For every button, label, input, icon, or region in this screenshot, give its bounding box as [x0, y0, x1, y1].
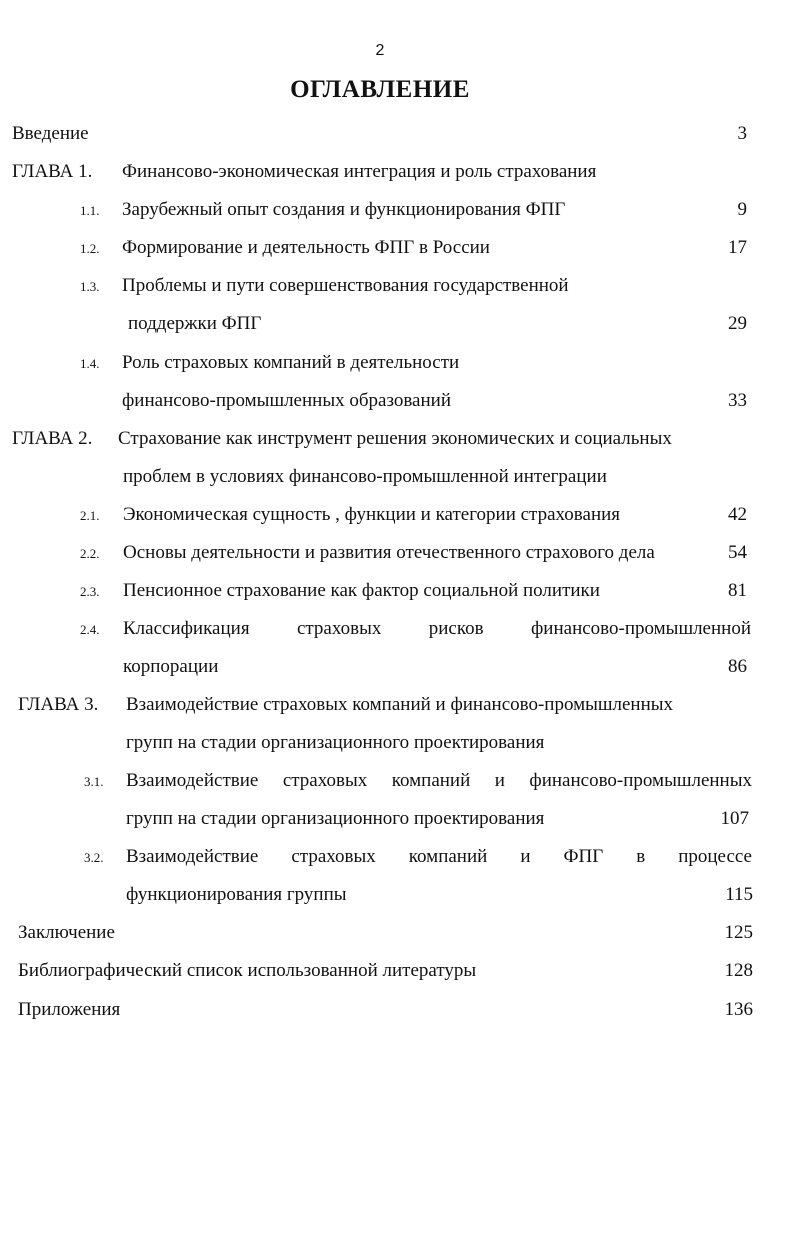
chapter-2-title-line-1: Страхование как инструмент решения экономических и социальных [118, 428, 672, 449]
chapter-1-title: Финансово-экономическая интеграция и роль страхования [122, 161, 597, 182]
section-1-3-page: 29 [728, 313, 747, 334]
section-1-4-title-line-2: финансово-промышленных образований [122, 390, 451, 411]
section-1-2-page: 17 [728, 237, 747, 258]
section-1-1-number: 1.1. [80, 203, 100, 218]
section-1-4-number: 1.4. [80, 356, 100, 371]
toc-appendix-page: 136 [724, 999, 753, 1020]
chapter-3-label: ГЛАВА 3. [18, 694, 99, 715]
page-title: ОГЛАВЛЕНИЕ [290, 76, 470, 103]
section-2-3-number: 2.3. [80, 584, 100, 599]
toc-bibliography-label: Библиографический список использованной литературы [18, 960, 477, 981]
chapter-2-label: ГЛАВА 2. [12, 428, 93, 449]
toc-intro-page: 3 [737, 123, 747, 144]
section-3-1-title-line-2: групп на стадии организационного проектирования [126, 808, 545, 829]
section-3-1-page: 107 [720, 808, 749, 829]
toc-appendix-label: Приложения [18, 999, 121, 1020]
section-2-4-title-line-2: корпорации [123, 656, 219, 677]
section-1-1-page: 9 [737, 199, 747, 220]
section-1-4-title-line-1: Роль страховых компаний в деятельности [122, 352, 460, 373]
section-3-2-page: 115 [725, 884, 753, 905]
section-2-2-number: 2.2. [80, 546, 100, 561]
toc-bibliography-page: 128 [724, 960, 753, 981]
section-1-4-page: 33 [728, 390, 747, 411]
section-2-3-title: Пенсионное страхование как фактор социальной политики [123, 580, 600, 601]
section-2-4-page: 86 [728, 656, 747, 677]
section-2-2-title: Основы деятельности и развития отечественного страхового дела [123, 542, 655, 563]
section-2-1-title: Экономическая сущность , функции и категории страхования [123, 504, 621, 525]
section-3-1-number: 3.1. [84, 774, 104, 789]
section-2-4-number: 2.4. [80, 622, 100, 637]
section-1-2-number: 1.2. [80, 241, 100, 256]
section-3-2-title-line-2: функционирования группы [126, 884, 347, 905]
section-1-3-title-line-1: Проблемы и пути совершенствования государственной [122, 275, 569, 296]
section-2-1-number: 2.1. [80, 508, 100, 523]
section-1-2-title: Формирование и деятельность ФПГ в России [122, 237, 490, 258]
chapter-2-title-line-2: проблем в условиях финансово-промышленной интеграции [123, 466, 607, 487]
chapter-3-title-line-2: групп на стадии организационного проектирования [126, 732, 545, 753]
section-2-1-page: 42 [728, 504, 747, 525]
page-number: 2 [375, 42, 385, 59]
section-3-2-number: 3.2. [84, 850, 104, 865]
toc-intro-label: Введение [12, 123, 89, 144]
section-3-1-title-line-1: Взаимодействие страховых компаний и финансово-промышленных [126, 770, 752, 791]
toc-conclusion-page: 125 [724, 922, 753, 943]
chapter-1-label: ГЛАВА 1. [12, 161, 93, 182]
section-1-3-title-line-2: поддержки ФПГ [128, 313, 262, 334]
section-2-3-page: 81 [728, 580, 747, 601]
section-1-3-number: 1.3. [80, 279, 100, 294]
section-2-2-page: 54 [728, 542, 747, 563]
toc-conclusion-label: Заключение [18, 922, 115, 943]
section-1-1-title: Зарубежный опыт создания и функционирования ФПГ [122, 199, 566, 220]
section-2-4-title-line-1: Классификация страховых рисков финансово-промышленной [123, 618, 751, 639]
chapter-3-title-line-1: Взаимодействие страховых компаний и финансово-промышленных [126, 694, 674, 715]
section-3-2-title-line-1: Взаимодействие страховых компаний и ФПГ в процессе [126, 846, 752, 867]
